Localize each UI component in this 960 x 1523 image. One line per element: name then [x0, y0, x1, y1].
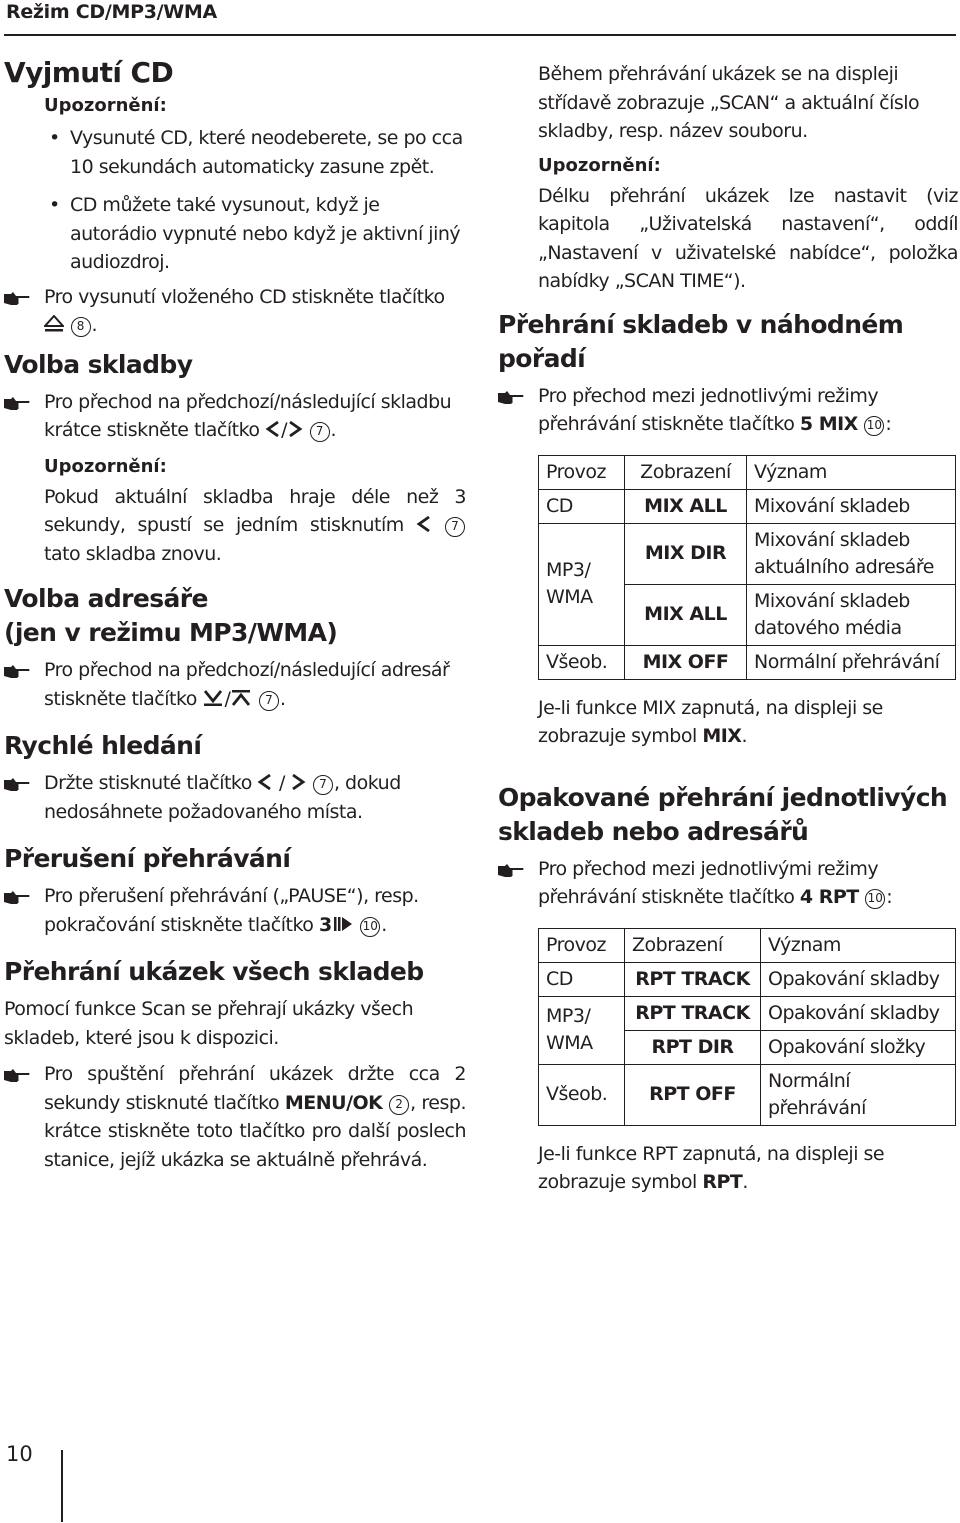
header-title: Režim CD/MP3/WMA: [6, 1, 217, 23]
table-header-cell: Provoz: [539, 928, 625, 962]
table-row: [539, 489, 956, 523]
button-number: 7: [445, 517, 465, 537]
table-header-row: [539, 455, 956, 489]
table-cell: CD: [539, 962, 625, 996]
table-cell: Opakování složky: [761, 1030, 956, 1064]
table-cell: MIX ALL: [625, 489, 747, 523]
note-label: Upozornění:: [44, 95, 167, 116]
table-row: [539, 996, 956, 1030]
table-header-row: [539, 928, 956, 962]
pointing-hand-icon: [4, 665, 30, 679]
button-number: 8: [71, 317, 91, 337]
section-title: skladeb nebo adresářů: [498, 816, 809, 846]
pointing-hand-icon: [498, 391, 524, 405]
instruction-text: Pro přerušení přehrávání („PAUSE“), resp. pokračování stiskněte tlačítko: [44, 885, 419, 936]
section-title: Opakované přehrání jednotlivých: [498, 782, 948, 812]
instruction: Pro vysunutí vloženého CD stiskněte tlačítko 8 .: [4, 283, 466, 340]
instruction-text: Pro přechod mezi jednotlivými režimy přehrávání stiskněte tlačítko: [538, 384, 879, 435]
key-label: RPT: [702, 1171, 743, 1193]
chevron-right-icon: [290, 773, 306, 791]
button-number: 10: [865, 889, 885, 909]
table-cell: RPT TRACK: [625, 962, 761, 996]
table-row: [539, 523, 956, 584]
button-number: 10: [864, 416, 884, 436]
note-text-a: Pokud aktuální skladba hraje déle než 3 sekundy, spustí se jedním stisknutím: [44, 485, 466, 536]
section-track-select: [4, 348, 466, 569]
section-title: Vyjmutí CD: [4, 56, 174, 89]
chevron-left-icon: [257, 773, 273, 791]
instruction: Pro přechod na předchozí/následující skladbu krátce stiskněte tlačítko / 7 .: [4, 388, 466, 445]
button-number: 7: [313, 775, 333, 795]
table-cell: MIX ALL: [625, 584, 747, 645]
table-cell: Opakování skladby: [761, 996, 956, 1030]
scan-description: Během přehrávání ukázek se na displeji střídavě zobrazuje „SCAN“ a aktuální číslo skladby, resp. název souboru.: [538, 63, 920, 142]
section-scan: [4, 955, 466, 1174]
bullet-item: [4, 191, 466, 277]
table-cell: Normální přehrávání: [761, 1064, 956, 1125]
section-intro: Pomocí funkce Scan se přehrají ukázky všech skladeb, které jsou k dispozici.: [4, 998, 414, 1049]
instruction: Držte stisknuté tlačítko / 7 , dokud nedosáhnete požadovaného místa.: [4, 769, 466, 826]
pointing-hand-icon: [4, 397, 30, 411]
pointing-hand-icon: [498, 864, 524, 878]
table-header-cell: Provoz: [539, 455, 625, 489]
key-label: 4 RPT: [799, 886, 859, 908]
table-header-cell: Zobrazení: [625, 928, 761, 962]
pointing-hand-icon: [4, 778, 30, 792]
page-number: 10: [6, 1442, 33, 1466]
section-folder-select: [4, 582, 466, 713]
bullet-dot-icon: •: [49, 127, 60, 149]
section-pause: [4, 842, 466, 939]
note-text: Délku přehrání ukázek lze nastavit (viz kapitola „Uživatelská nastavení“, oddíl „Nastavení v uživatelské nabídce“, položka nabídky „SCAN TIME“).: [538, 184, 958, 292]
table-cell: Mixování skladeb datového média: [747, 584, 956, 645]
bullet-item: [4, 124, 466, 181]
note-text: [4, 483, 466, 569]
instruction: Pro přechod mezi jednotlivými režimy přehrávání stiskněte tlačítko 4 RPT 10 :: [498, 855, 958, 912]
pointing-hand-icon: [4, 1069, 30, 1083]
mix-note: Je-li funkce MIX zapnutá, na displeji se zobrazuje symbol MIX.: [538, 696, 883, 747]
key-label: 5 MIX: [799, 413, 858, 435]
chevron-up-icon: [230, 689, 252, 707]
note-label: Upozornění:: [538, 154, 661, 176]
right-column: [498, 56, 958, 1197]
mix-mode-table: [538, 455, 956, 680]
table-cell: Všeob.: [539, 1064, 625, 1125]
chevron-down-icon: [202, 689, 224, 707]
header-rule: [4, 34, 956, 36]
chevron-left-icon: [416, 515, 432, 533]
section-title: Rychlé hledání: [4, 731, 202, 760]
button-number: 7: [259, 691, 279, 711]
chevron-left-icon: [265, 420, 281, 438]
note-text-b: tato skladba znovu.: [44, 542, 222, 565]
section-title: Přerušení přehrávání: [4, 844, 291, 873]
bullet-dot-icon: •: [49, 194, 60, 216]
key-label: 3: [318, 913, 332, 936]
table-header-cell: Zobrazení: [625, 455, 747, 489]
key-label: MIX: [702, 725, 742, 747]
rpt-mode-table: [538, 928, 956, 1126]
instruction: [4, 1060, 466, 1174]
pointing-hand-icon: [4, 292, 30, 306]
bullet-text: CD můžete také vysunout, když je autorádio vypnuté nebo když je aktivní jiný audiozdroj.: [70, 194, 461, 273]
section-eject-cd: [4, 56, 466, 340]
instruction-text: Pro přechod na předchozí/následující adresář stiskněte tlačítko: [44, 659, 450, 710]
section-title: Volba adresáře: [4, 584, 208, 613]
section-subtitle: (jen v režimu MP3/WMA): [4, 618, 338, 647]
table-cell: MIX OFF: [625, 645, 747, 679]
table-cell: Opakování skladby: [761, 962, 956, 996]
eject-icon: [44, 315, 64, 333]
section-title: Volba skladby: [4, 349, 193, 379]
page-header: [0, 0, 960, 34]
button-number: 10: [360, 917, 380, 937]
left-column: [4, 56, 466, 1174]
table-cell: RPT TRACK: [625, 996, 761, 1030]
table-cell: Všeob.: [539, 645, 625, 679]
instruction: Pro přerušení přehrávání („PAUSE“), resp. pokračování stiskněte tlačítko 3 10 .: [4, 882, 466, 939]
table-cell: MP3/ WMA: [539, 523, 625, 645]
mix-note-text: Je-li funkce MIX zapnutá, na displeji se zobrazuje symbol: [538, 696, 883, 747]
instruction-text: Pro přechod na předchozí/následující skladbu krátce stiskněte tlačítko: [44, 390, 452, 441]
rpt-note: Je-li funkce RPT zapnutá, na displeji se zobrazuje symbol RPT.: [538, 1142, 885, 1193]
instruction-text: Pro vysunutí vloženého CD stiskněte tlačítko: [44, 285, 445, 308]
table-row: [539, 1064, 956, 1125]
key-label: MENU/OK: [284, 1091, 383, 1114]
instruction-text: , dokud nedosáhnete požadovaného místa.: [44, 772, 401, 823]
section-fast-search: [4, 729, 466, 826]
table-cell: Mixování skladeb: [747, 489, 956, 523]
chevron-right-icon: [287, 420, 303, 438]
pointing-hand-icon: [4, 891, 30, 905]
table-header-cell: Význam: [761, 928, 956, 962]
instruction-text: Pro přechod mezi jednotlivými režimy přehrávání stiskněte tlačítko: [538, 857, 879, 908]
table-cell: MIX DIR: [625, 523, 747, 584]
table-row: [539, 962, 956, 996]
table-cell: RPT DIR: [625, 1030, 761, 1064]
instruction-text: Držte stisknuté tlačítko: [44, 772, 252, 794]
instruction-text: Pro spuštění přehrání ukázek držte cca 2 sekundy stisknuté tlačítko: [44, 1063, 466, 1114]
table-cell: Mixování skladeb aktuálního adresáře: [747, 523, 956, 584]
footer-rule: [61, 1450, 63, 1522]
section-random: [498, 308, 958, 751]
rpt-note-text: Je-li funkce RPT zapnutá, na displeji se zobrazuje symbol: [538, 1142, 885, 1193]
table-cell: MP3/ WMA: [539, 996, 625, 1064]
play-pause-icon: [332, 915, 354, 933]
table-row: [539, 645, 956, 679]
instruction: Pro přechod mezi jednotlivými režimy přehrávání stiskněte tlačítko 5 MIX 10 :: [498, 382, 958, 439]
table-cell: RPT OFF: [625, 1064, 761, 1125]
section-title: Přehrání skladeb v náhodném pořadí: [498, 309, 904, 373]
table-cell: CD: [539, 489, 625, 523]
instruction-text: , resp. krátce stiskněte toto tlačítko pro další poslech stanice, jejíž ukázka se aktuálně přehrává.: [44, 1091, 466, 1171]
instruction: Pro přechod na předchozí/následující adresář stiskněte tlačítko / 7 .: [4, 656, 466, 713]
button-number: 7: [310, 422, 330, 442]
bullet-text: Vysunuté CD, které neodeberete, se po cca 10 sekundách automaticky zasune zpět.: [70, 127, 463, 178]
table-cell: Normální přehrávání: [747, 645, 956, 679]
note-label: Upozornění:: [44, 455, 167, 477]
section-repeat: [498, 781, 958, 1197]
table-header-cell: Význam: [747, 455, 956, 489]
button-number: 2: [389, 1095, 409, 1115]
section-title: Přehrání ukázek všech skladeb: [4, 957, 424, 986]
